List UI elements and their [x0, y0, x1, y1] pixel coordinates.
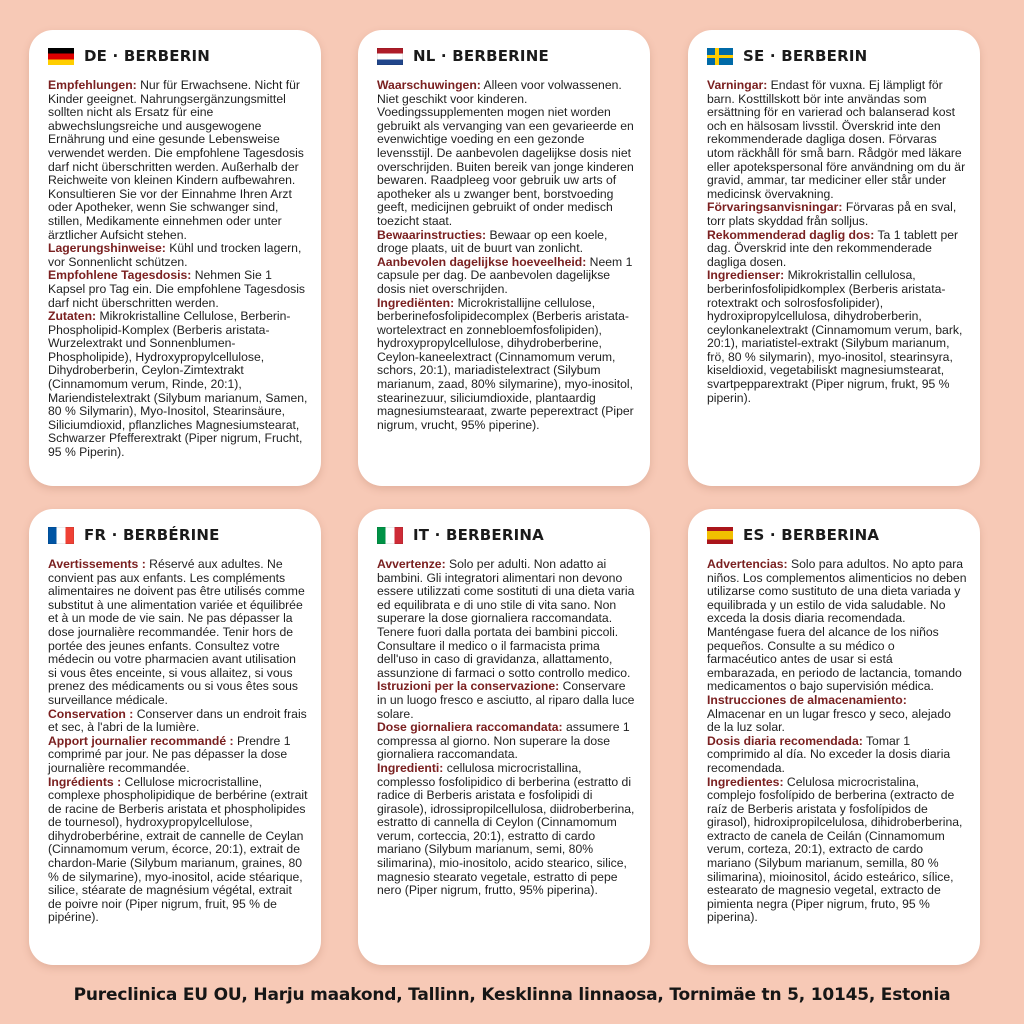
section-label: Dose giornaliera raccomandata:	[377, 720, 563, 735]
section-text: Solo para adultos. No apto para niños. Los complementos alimenticios no deben utilizarse como sustituto de una dieta variada y equilibrada y un estilo de vida saludable. No exceda la dosis diaria recomendada. Manténgase fuera del alcance de los niños pequeños. Consulte a su médico o farmacéutico antes de usar si está embarazada, en periodo de lactancia, tomando medicamentos o bajo supervisión médica.	[707, 557, 967, 694]
germany-flag-icon	[48, 48, 74, 65]
spain-flag-icon	[707, 527, 733, 544]
card-header	[48, 525, 308, 545]
section-text: Kühl und trocken lagern, vor Sonnenlicht schützen.	[48, 241, 302, 269]
section-label: Rekommenderad daglig dos:	[707, 227, 875, 242]
section-label: Advertencias:	[707, 557, 788, 571]
sweden-flag-icon	[707, 48, 733, 65]
section-label: Waarschuwingen:	[377, 78, 481, 92]
section-text: Förvaras på en sval, torr plats skyddad från solljus.	[707, 200, 957, 228]
card-body	[707, 79, 967, 405]
section-text: Almacenar en un lugar fresco y seco, alejado de la luz solar.	[707, 706, 951, 735]
section-text: assumere 1 compressa al giorno. Non superare la dose giornaliera raccomandata.	[377, 720, 630, 762]
netherlands-flag-icon	[377, 48, 403, 65]
card-title: NL · BERBERINE	[413, 47, 549, 65]
card-body	[48, 558, 308, 925]
section-text: Celulosa microcristalina, complejo fosfolípido de berberina (extracto de raíz de Berberis aristata y fosfolípidos de girasol), hidroxipropilcelulosa, dihidroberberina, extracto de canela de Ceilán (Cinnamomum verum, corteza, 20:1), extracto de cardo mariano (Silybum marianum, semilla, 80 % silimarina), mioinositol, ácido esteárico, sílice, estearato de magnesio vegetal, extracto de pimienta negra (Piper nigrum, fruto, 95 % piperina).	[707, 774, 963, 925]
section-text: Tomar 1 comprimido al día. No exceder la dosis diaria recomendada.	[707, 733, 951, 775]
card-header	[707, 525, 967, 545]
section-text: Nur für Erwachsene. Nicht für Kinder geeignet. Nahrungsergänzungsmittel sollten nicht als Ersatz für eine abwechslungsreiche und ausgewogene Ernährung und eine gesunde Lebensweise verwendet werden. Die empfohlene Tagesdosis darf nicht überschritten werden. Außerhalb der Reichweite von kleinen Kindern aufbewahren. Konsultieren Sie vor der Einnahme Ihren Arzt oder Apotheker, wenn Sie schwanger sind, stillen, Medikamente einnehmen oder unter ärztlicher Aufsicht stehen.	[48, 78, 304, 242]
france-flag-icon	[48, 527, 74, 544]
card-it	[358, 509, 650, 965]
section-label: Apport journalier recommandé :	[48, 733, 234, 748]
section-text: Prendre 1 comprimé par jour. Ne pas dépasser la dose journalière recommandée.	[48, 733, 291, 775]
section-text: cellulosa microcristallina, complesso fosfolipidico di berberina (estratto di radice di Berberis aristata e fosfolipidi di girasole), idrossipropilcellulosa, diidroberberina, estratto di cannella di Ceylon (Cinnamomum verum, corteccia, 20:1), estratto di cardo mariano (Silybum marianum, semi, 80% silimarina), mio-inositolo, acido stearico, silice, magnesio stearato vegetale, estratto di pepe nero (Piper nigrum, frutto, 95% piperina).	[377, 760, 635, 898]
section-label: Avvertenze:	[377, 557, 446, 571]
card-header	[377, 525, 637, 545]
section-label: Förvaringsanvisningar:	[707, 200, 843, 215]
section-text: Réservé aux adultes. Ne convient pas aux enfants. Les compléments alimentaires ne doivent pas être utilisés comme substitut à une alimentation variée et équilibrée et à un mode de vie sain. Ne pas dépasser la dose journalière recommandée. Tenir hors de portée des jeunes enfants. Consultez votre médecin ou votre pharmacien avant utilisation si vous êtes enceinte, si vous allaitez, si vous prenez des médicaments ou si vous êtes sous surveillance médicale.	[48, 557, 305, 707]
section-text: Conserver dans un endroit frais et sec, à l'abri de la lumière.	[48, 706, 307, 735]
card-title: DE · BERBERIN	[84, 47, 211, 65]
card-header	[48, 46, 308, 66]
section-text: Bewaar op een koele, droge plaats, uit de buurt van zonlicht.	[377, 227, 608, 256]
card-body	[377, 558, 637, 898]
card-title: IT · BERBERINA	[413, 526, 544, 544]
section-label: Aanbevolen dagelijkse hoeveelheid:	[377, 254, 587, 269]
section-label: Bewaarinstructies:	[377, 227, 487, 242]
section-text: Mikrokristallin cellulosa, berberinfosfolipidkomplex (Berberis aristata-rotextrakt och solrosfosfolipider), hydroxipropylcellulosa, dihydroberberin, ceylonkanelextrakt (Cinnamomum verum, bark, 20:1), mariatistel-extrakt (Silybum marianum, frö, 80 % silymarin), myo-inositol, stearinsyra, kiseldioxid, vegetabiliskt magnesiumstearat, svartpepparextrakt (Piper nigrum, frukt, 95 % piperin).	[707, 268, 963, 405]
card-body	[48, 79, 308, 460]
section-text: Alleen voor volwassenen. Niet geschikt voor kinderen. Voedingssupplementen mogen niet worden gebruikt als vervanging van een gevarieerde en evenwichtige voeding en een gezonde levensstijl. De aanbevolen dagelijkse dosis niet overschrijden. Buiten bereik van jonge kinderen bewaren. Raadpleeg voor gebruik uw arts of apotheker als u zwanger bent, borstvoeding geeft, medicijnen gebruikt of onder medisch toezicht staat.	[377, 78, 634, 228]
section-text: Nehmen Sie 1 Kapsel pro Tag ein. Die empfohlene Tagesdosis darf nicht überschritten werden.	[48, 268, 306, 310]
card-nl	[358, 30, 650, 486]
italy-flag-icon	[377, 527, 403, 544]
section-text: Mikrokristalline Cellulose, Berberin-Phospholipid-Komplex (Berberis aristata-Wurzelextrakt und Sonnenblumen-Phospholipide), Hydroxypropylcellulose, Dihydroberberin, Ceylon-Zimtextrakt (Cinnamomum verum, Rinde, 20:1), Mariendistelextrakt (Silybum marianum, Samen, 80 % Silymarin), Myo-Inositol, Stearinsäure, Siliciumdioxid, pflanzliches Magnesiumstearat, Schwarzer Pfefferextrakt (Piper nigrum, Frucht, 95 % Piperin).	[48, 309, 308, 460]
section-label: Zutaten:	[48, 309, 97, 324]
section-label: Ingredienser:	[707, 268, 785, 283]
section-label: Ingrediënten:	[377, 295, 455, 310]
card-title: SE · BERBERIN	[743, 47, 868, 65]
section-text: Neem 1 capsule per dag. De aanbevolen dagelijkse dosis niet overschrijden.	[377, 254, 633, 296]
section-text: Solo per adulti. Non adatto ai bambini. Gli integratori alimentari non devono essere utilizzati come sostituti di una dieta varia ed equilibrata e di uno stile di vita sano. Non superare la dose giornaliera raccomandata. Tenere fuori dalla portata dei bambini piccoli. Consultare il medico o il farmacista prima dell'uso in caso di gravidanza, allattamento, assunzione di farmaci o sotto controllo medico.	[377, 557, 635, 680]
section-label: Empfohlene Tagesdosis:	[48, 268, 192, 283]
card-se	[688, 30, 980, 486]
section-label: Instrucciones de almacenamiento:	[707, 692, 907, 707]
card-header	[377, 46, 637, 66]
section-label: Dosis diaria recomendada:	[707, 733, 863, 748]
section-text: Microkristallijne cellulose, berberinefosfolipidecomplex (Berberis aristata-wortelextract en zonnebloemfosfolipiden), hydroxypropylcellulose, dihydroberberine, Ceylon-kaneelextract (Cinnamomum verum, schors, 20:1), mariadistelextract (Silybum marianum, zaad, 80% silymarine), myo-inositol, stearinezuur, siliciumdioxide, plantaardig magnesiumstearaat, zwarte peperextract (Piper nigrum, vrucht, 95% piperine).	[377, 295, 634, 432]
section-label: Istruzioni per la conservazione:	[377, 679, 560, 694]
card-de	[29, 30, 321, 486]
section-label: Ingredienti:	[377, 760, 444, 775]
section-text: Ta 1 tablett per dag. Överskrid inte den rekommenderade dagliga dosen.	[707, 227, 959, 269]
section-label: Conservation :	[48, 706, 134, 721]
section-label: Empfehlungen:	[48, 78, 137, 92]
card-es	[688, 509, 980, 965]
card-fr	[29, 509, 321, 965]
card-body	[377, 79, 637, 432]
card-title: ES · BERBERINA	[743, 526, 880, 544]
section-label: Lagerungshinweise:	[48, 241, 166, 256]
card-body	[707, 558, 967, 925]
card-title: FR · BERBÉRINE	[84, 526, 220, 544]
card-header	[707, 46, 967, 66]
section-label: Ingredientes:	[707, 774, 784, 789]
section-label: Ingrédients :	[48, 774, 122, 789]
section-label: Varningar:	[707, 78, 768, 92]
section-text: Cellulose microcristalline, complexe phospholipidique de berbérine (extrait de racine de Berberis aristata et phospholipides de tournesol), hydroxypropylcellulose, dihydroberbérine, extrait de cannelle de Ceylan (Cinnamomum verum, écorce, 20:1), extrait de chardon-Marie (Silybum marianum, graines, 80 % de silymarine), myo-inositol, acide stéarique, silice, stéarate de magnésium végétal, extrait de poivre noir (Piper nigrum, fruit, 95 % de pipérine).	[48, 774, 308, 925]
company-address-footer: Pureclinica EU OU, Harju maakond, Tallinn, Kesklinna linnaosa, Tornimäe tn 5, 10145, Estonia	[73, 985, 951, 1005]
section-text: Endast för vuxna. Ej lämpligt för barn. Kosttillskott bör inte användas som ersättning för en varierad och balanserad kost och en hälsosam livsstil. Överskrid inte den rekommenderade dagliga dosen. Förvaras utom räckhåll för små barn. Rådgör med läkare eller apotekspersonal före användning om du är gravid, ammar, tar mediciner eller står under medicinsk övervakning.	[707, 78, 966, 201]
section-label: Avertissements :	[48, 557, 146, 571]
section-text: Conservare in un luogo fresco e asciutto, al riparo dalla luce solare.	[377, 679, 635, 721]
